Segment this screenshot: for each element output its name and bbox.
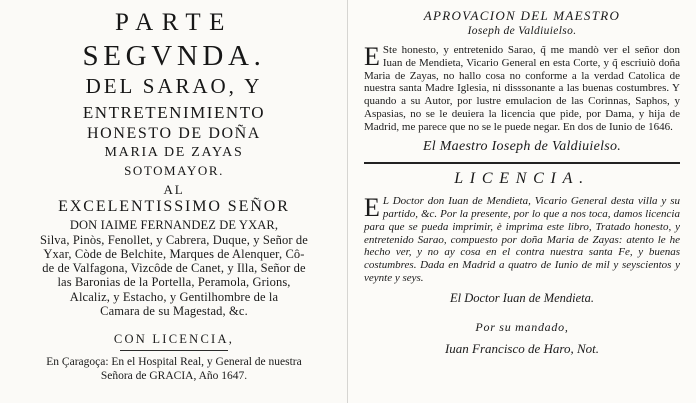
dedication-line: Camara de su Magestad, &c. [100, 303, 248, 318]
imprint-block [14, 355, 334, 383]
dedication-line: las Baronias de la Portella, Peramola, Grions, [57, 275, 291, 290]
title-line-del-sarao: DEL SARAO, Y [85, 74, 263, 99]
licencia-dropcap: E [364, 193, 380, 223]
imprint-line: Señora de GRACIA, Año 1647. [100, 370, 248, 383]
aprovacion-subheading: Ioseph de Valdiuielso. [467, 25, 577, 37]
dedication-line: DON IAIME FERNANDEZ DE YXAR, [69, 218, 279, 233]
aprovacion-heading: APROVACION DEL MAESTRO [423, 8, 621, 23]
notary-signature: Iuan Francisco de Haro, Not. [444, 340, 600, 356]
licencia-paragraph [364, 195, 680, 284]
por-su-mandado-label: Por su mandado, [475, 319, 569, 334]
dedication-block [14, 218, 334, 318]
licencia-body-text: L Doctor don Iuan de Mendieta, Vicario General desta villa y su partido, &c. Por la presente, por lo que a nos toca, damos licencia para que se pueda imprimir, è imprima este libro, Tratado honesto, y entretenido Sarao, compuesto por doña Maria de Zayas: atento le he hecho ver, y no ay cosa en el contra nuestra santa Fe, y buenas costumbres. Dada en Madrid a quatro de Iunio de mil y seyscientos y veynte y seys. [364, 195, 680, 284]
title-line-segunda: SEGVNDA. [82, 40, 266, 72]
approval-license-page [348, 0, 696, 403]
con-licencia-label: CON LICENCIA, [113, 332, 235, 347]
licencia-signature: El Doctor Iuan de Mendieta. [449, 290, 595, 305]
title-line-parte: PARTE [115, 9, 233, 36]
dedication-line: Silva, Pinòs, Fenollet, y Cabrera, Duque, y Señor de [40, 232, 308, 247]
title-line-sotomayor: SOTOMAYOR. [124, 162, 224, 178]
divider-rule [120, 350, 228, 351]
aprovacion-paragraph [364, 44, 680, 133]
aprovacion-signature: El Maestro Ioseph de Valdiuielso. [422, 139, 622, 155]
title-line-honesto: HONESTO DE DOÑA [87, 124, 261, 142]
dedication-al: AL [163, 182, 185, 198]
licencia-title: LICENCIA. [454, 170, 590, 188]
title-line-entretenimiento: ENTRETENIMIENTO [82, 102, 266, 122]
aprovacion-dropcap: E [364, 42, 380, 71]
imprint-line: En Çaragoça: En el Hospital Real, y General de nuestra [46, 356, 302, 369]
aprovacion-body-text: Ste honesto, y entretenido Sarao, q̃ me mandò ver el señor don Iuan de Mendieta, Vicario General en esta Corte, y q̃ escriuiò doña Maria de Zayas, no hallo cosa no conforme a la verdad Catolica de nuestra santa Madre Iglesia, ni disssonante a las buenas costumbres. Y quando a su Autor, por lustre emulacion de las Corinnas, Saphos, y Aspasias, no se le deuiera la licencia que pide, por Dama, y hija de Madrid, me parece que no se le puede negar. En dos de Iunio de 1646. [364, 44, 680, 133]
dedication-excelentissimo: EXCELENTISSIMO SEÑOR [58, 197, 290, 215]
dedication-line: Yxar, Còde de Belchite, Marques de Alenquer, Cô- [43, 246, 305, 261]
dedication-line: de de Valfagona, Vizcôde de Canet, y Illa, Señor de [42, 261, 306, 276]
section-divider [364, 162, 680, 164]
dedication-line: Alcaliz, y Estacho, y Gentilhombre de la [69, 289, 279, 304]
title-line-author: MARIA DE ZAYAS [104, 145, 244, 161]
